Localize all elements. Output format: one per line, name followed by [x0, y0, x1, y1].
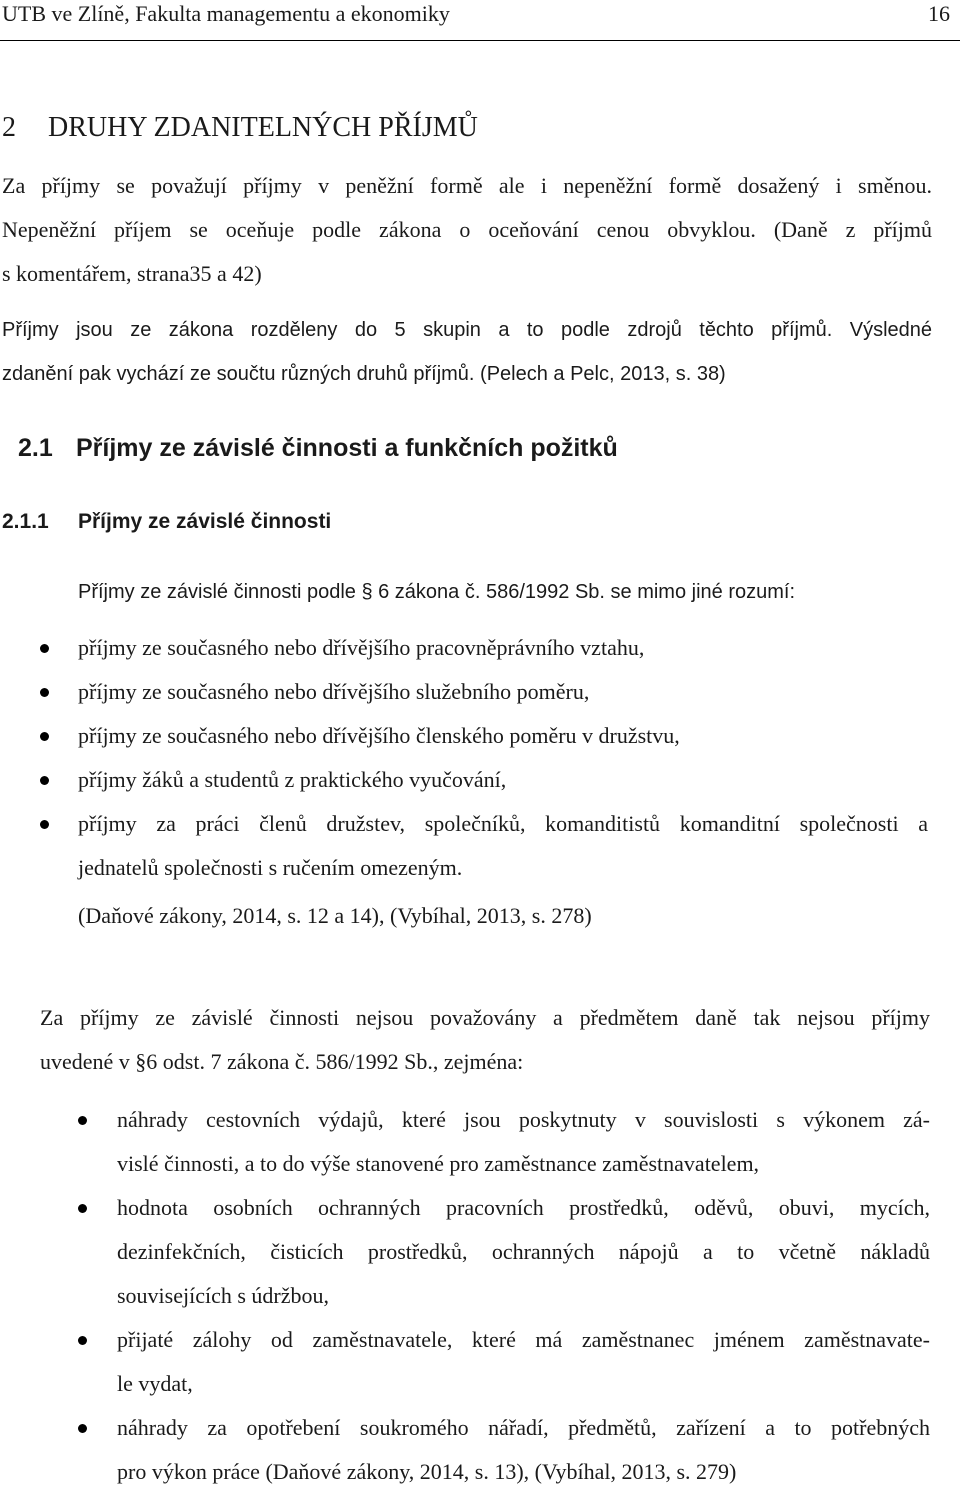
- list-item: [0, 1098, 940, 1186]
- paragraph-intro: [2, 164, 932, 296]
- income-types-list: [0, 626, 940, 890]
- list-item-text: příjmy za práci členů družstev, společníků, komanditistů komanditní společnosti a: [78, 811, 928, 836]
- paragraph-line: Za příjmy ze závislé činnosti nejsou považovány a předmětem daně tak nejsou příjmy: [40, 1005, 930, 1030]
- paragraph-line: Za příjmy se považují příjmy v peněžní formě ale i nepeněžní formě dosažený i směnou.: [2, 173, 932, 198]
- list-item-text: příjmy ze současného nebo dřívějšího pracovněprávního vztahu,: [78, 635, 645, 660]
- chapter-number: 2: [2, 112, 16, 143]
- chapter-title: DRUHY ZDANITELNÝCH PŘÍJMŮ: [48, 112, 478, 143]
- bullet-icon: [78, 1424, 87, 1433]
- list-item: [0, 1186, 940, 1318]
- header-divider: [0, 40, 960, 41]
- bullet-icon: [78, 1204, 87, 1213]
- bullet-icon: [78, 1116, 87, 1125]
- bullet-icon: [78, 1336, 87, 1345]
- exclusions-list: [0, 1098, 940, 1494]
- list-item-text: le vydat,: [117, 1371, 193, 1396]
- list-item-text: náhrady cestovních výdajů, které jsou poskytnuty v souvislosti s výkonem zá-: [117, 1107, 930, 1132]
- bullet-icon: [40, 820, 49, 829]
- list-item: [0, 670, 940, 714]
- list-item-text: náhrady za opotřebení soukromého nářadí, předmětů, zařízení a to potřebných: [117, 1415, 930, 1440]
- list-item-text: příjmy žáků a studentů z praktického vyučování,: [78, 767, 507, 792]
- list-item-text: dezinfekčních, čisticích prostředků, ochranných nápojů a to včetně nákladů: [117, 1239, 930, 1264]
- paragraph-line: Nepeněžní příjem se oceňuje podle zákona o oceňování cenou obvyklou. (Daně z příjmů: [2, 217, 932, 242]
- bullet-icon: [40, 644, 49, 653]
- list-item-text: přijaté zálohy od zaměstnavatele, které má zaměstnanec jménem zaměstnavate-: [117, 1327, 930, 1352]
- chapter-heading: [2, 110, 478, 146]
- list-item: [0, 758, 940, 802]
- citation: (Daňové zákony, 2014, s. 12 a 14), (Vybíhal, 2013, s. 278): [78, 903, 592, 928]
- bullet-icon: [40, 688, 49, 697]
- list-item: [0, 1318, 940, 1406]
- paragraph-line: zdanění pak vychází ze součtu různých druhů příjmů. (Pelech a Pelc, 2013, s. 38): [2, 363, 726, 385]
- list-item-text: hodnota osobních ochranných pracovních prostředků, oděvů, obuvi, mycích,: [117, 1195, 930, 1220]
- bullet-icon: [40, 732, 49, 741]
- paragraph-line: Příjmy jsou ze zákona rozděleny do 5 skupin a to podle zdrojů těchto příjmů. Výsledné: [2, 319, 932, 341]
- list-item-text: jednatelů společnosti s ručením omezeným.: [78, 855, 463, 880]
- paragraph-line: s komentářem, strana35 a 42): [2, 261, 262, 286]
- list-item: [0, 802, 940, 890]
- section-number: 2.1: [18, 434, 53, 462]
- paragraph-groups: [2, 308, 932, 396]
- page-number: 16: [928, 1, 950, 26]
- section-title: Příjmy ze závislé činnosti a funkčních požitků: [76, 434, 618, 462]
- running-title: UTB ve Zlíně, Fakulta managementu a ekonomiky: [2, 1, 450, 26]
- list-item-text: vislé činnosti, a to do výše stanovené pro zaměstnance zaměstnavatelem,: [117, 1151, 760, 1176]
- bullet-icon: [40, 776, 49, 785]
- subsection-heading: [2, 506, 331, 538]
- list-item-text: příjmy ze současného nebo dřívějšího členského poměru v družstvu,: [78, 723, 680, 748]
- list-item-text: souvisejících s údržbou,: [117, 1283, 330, 1308]
- subsection-number: 2.1.1: [2, 510, 49, 533]
- paragraph-definition: Příjmy ze závislé činnosti podle § 6 zákona č. 586/1992 Sb. se mimo jiné rozumí:: [78, 581, 796, 603]
- paragraph-line: uvedené v §6 odst. 7 zákona č. 586/1992 Sb., zejména:: [40, 1049, 524, 1074]
- list-item: [0, 626, 940, 670]
- list-item: [0, 714, 940, 758]
- section-heading: [18, 430, 618, 466]
- list-item-text: pro výkon práce (Daňové zákony, 2014, s. 13), (Vybíhal, 2013, s. 279): [117, 1459, 737, 1484]
- list-item: [0, 1406, 940, 1494]
- list-item-text: příjmy ze současného nebo dřívějšího služebního poměru,: [78, 679, 590, 704]
- paragraph-exclusions: [40, 996, 930, 1084]
- subsection-title: Příjmy ze závislé činnosti: [78, 510, 332, 533]
